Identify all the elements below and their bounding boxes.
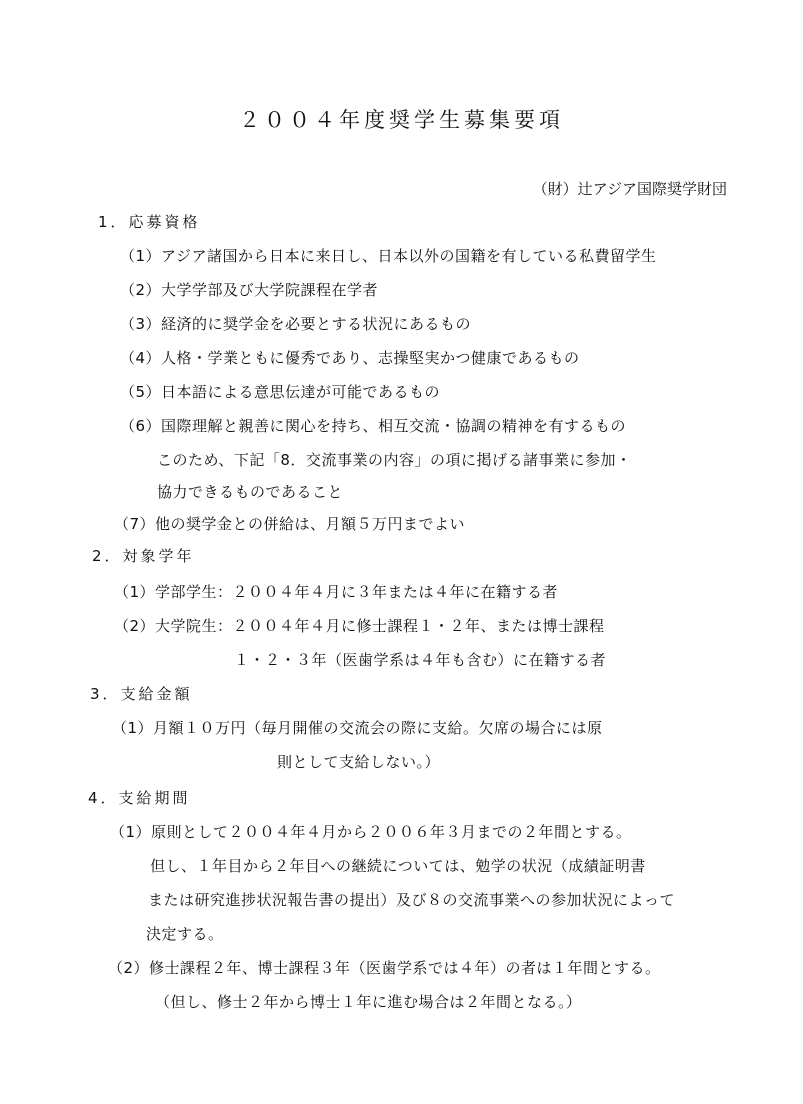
section-heading-period: 4．支給期間 bbox=[88, 789, 191, 807]
period-item-2: （2）修士課程２年、博士課程３年（医歯学系では４年）の者は１年間とする。 bbox=[108, 959, 661, 977]
eligibility-item-7: （7）他の奨学金との併給は、月額５万円までよい bbox=[114, 515, 466, 533]
eligibility-item-6-cont-2: 協力できるものであること bbox=[157, 483, 344, 501]
period-item-2-note: （但し、修士２年から博士１年に進む場合は２年間となる。） bbox=[155, 993, 582, 1011]
section-heading-target-year: 2．対象学年 bbox=[92, 547, 195, 565]
amount-item-1: （1）月額１０万円（毎月開催の交流会の際に支給。欠席の場合には原 bbox=[112, 719, 603, 737]
period-item-1-cont-3: 決定する。 bbox=[146, 925, 224, 943]
eligibility-item-1: （1）アジア諸国から日本に来日し、日本以外の国籍を有している私費留学生 bbox=[120, 247, 657, 265]
period-item-1: （1）原則として２００４年４月から２００６年３月までの２年間とする。 bbox=[110, 823, 632, 841]
eligibility-item-2: （2）大学学部及び大学院課程在学者 bbox=[120, 281, 379, 299]
eligibility-item-4: （4）人格・学業ともに優秀であり、志操堅実かつ健康であるもの bbox=[120, 349, 580, 367]
target-year-item-1: （1）学部学生：２００４年４月に３年または４年に在籍する者 bbox=[114, 583, 559, 601]
amount-item-1-cont: 則として支給しない。） bbox=[277, 753, 441, 771]
document-title: ２００４年度奨学生募集要項 bbox=[239, 108, 564, 132]
target-year-item-2: （2）大学院生：２００４年４月に修士課程１・２年、または博士課程 bbox=[114, 617, 605, 635]
eligibility-item-3: （3）経済的に奨学金を必要とする状況にあるもの bbox=[120, 315, 472, 333]
section-heading-amount: 3．支給金額 bbox=[90, 685, 193, 703]
eligibility-item-6: （6）国際理解と親善に関心を持ち、相互交流・協調の精神を有するもの bbox=[120, 417, 627, 435]
target-year-item-2-cont: １・２・３年（医歯学系は４年も含む）に在籍する者 bbox=[234, 651, 607, 669]
period-item-1-cont-2: または研究進捗状況報告書の提出）及び８の交流事業への参加状況によって bbox=[148, 891, 676, 909]
eligibility-item-5: （5）日本語による意思伝達が可能であるもの bbox=[120, 383, 441, 401]
period-item-1-cont-1: 但し、１年目から２年目への継続については、勉学の状況（成績証明書 bbox=[150, 857, 646, 875]
organization-name: （財）辻アジア国際奨学財団 bbox=[532, 180, 727, 198]
section-heading-eligibility: 1．応募資格 bbox=[98, 213, 201, 231]
eligibility-item-6-cont-1: このため、下記「8．交流事業の内容」の項に掲げる諸事業に参加・ bbox=[157, 451, 632, 469]
